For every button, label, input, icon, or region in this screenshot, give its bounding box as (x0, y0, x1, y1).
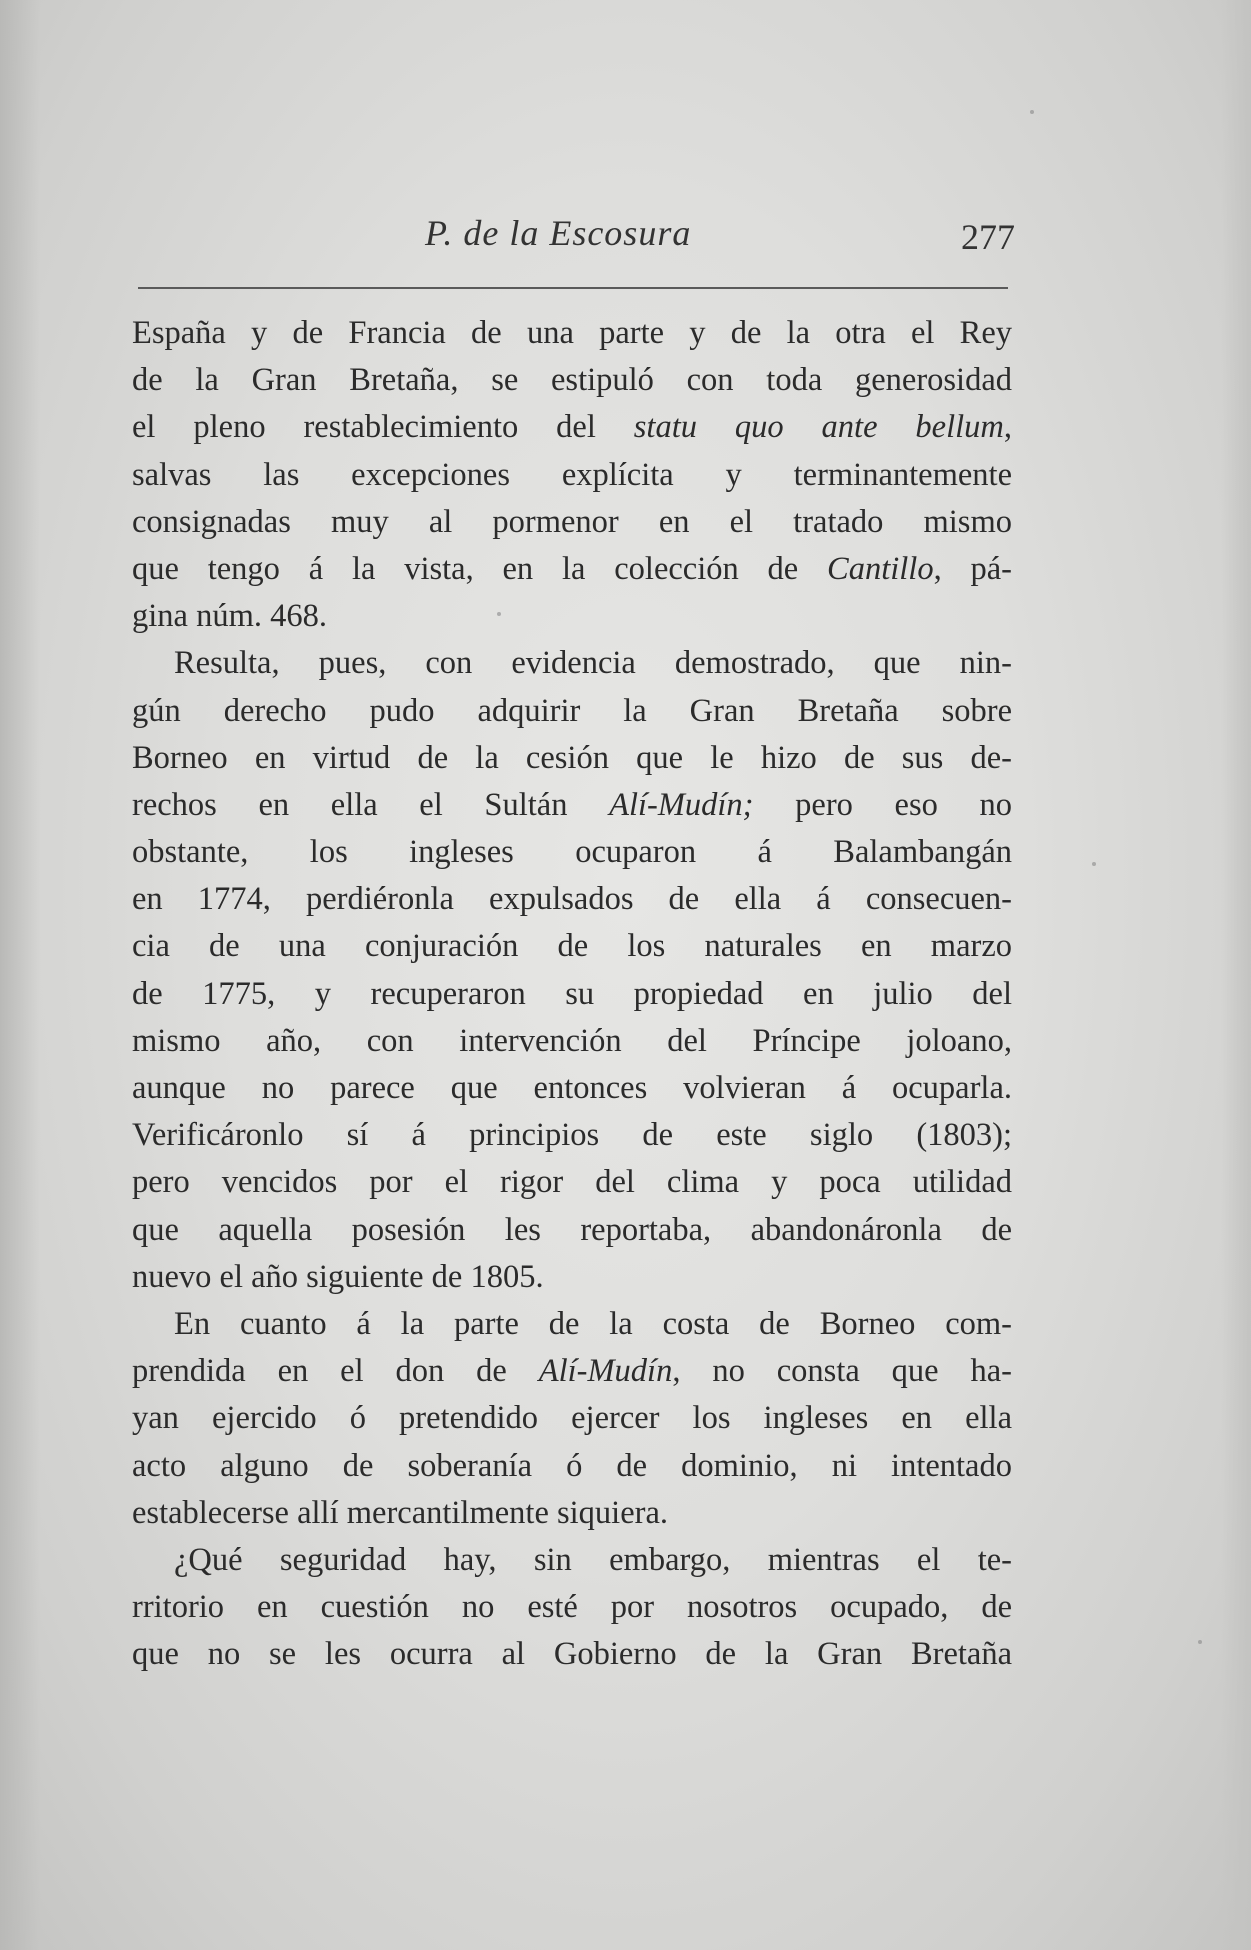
text-segment: que aquella posesión les reportaba, abandonáronla de (132, 1211, 1012, 1248)
text-line (132, 1537, 1012, 1584)
italic-text: Cantillo (827, 550, 934, 587)
text-segment: que tengo á la vista, en la colección de (132, 550, 828, 587)
text-line (132, 1301, 1012, 1348)
text-segment: En cuanto á la parte de la costa de Borneo com- (174, 1305, 1012, 1342)
text-segment: establecerse allí mercantilmente siquiera. (132, 1494, 668, 1531)
text-line (132, 1207, 1012, 1254)
text-line (132, 1584, 1012, 1631)
text-segment: prendida en el don de (132, 1353, 539, 1390)
text-segment: de 1775, y recuperaron su propiedad en julio del (132, 975, 1012, 1012)
text-line (132, 735, 1012, 782)
text-line (132, 1348, 1012, 1395)
text-segment: salvas las excepciones explícita y terminantemente (132, 456, 1012, 493)
text-line (132, 357, 1012, 404)
text-line (132, 452, 1012, 499)
page-number: 277 (961, 217, 1015, 257)
text-segment: Borneo en virtud de la cesión que le hizo de sus de- (132, 739, 1012, 776)
text-segment: en 1774, perdiéronla expulsados de ella á consecuen- (132, 881, 1012, 918)
text-segment: pero eso no (753, 786, 1012, 823)
text-line (132, 1254, 1012, 1301)
running-head-title: P. de la Escosura (425, 213, 692, 253)
text-line (132, 310, 1012, 357)
text-segment: obstante, los ingleses ocuparon á Balambangán (132, 834, 1012, 871)
text-line (132, 876, 1012, 923)
text-segment: de la Gran Bretaña, se estipuló con toda generosidad (132, 362, 1012, 399)
text-line (132, 1395, 1012, 1442)
text-segment: rechos en ella el Sultán (132, 786, 610, 823)
text-line (132, 829, 1012, 876)
text-line (132, 1159, 1012, 1206)
text-line (132, 499, 1012, 546)
text-line (132, 782, 1012, 829)
text-line (132, 404, 1012, 451)
italic-text: statu quo ante bellum (633, 409, 1004, 446)
text-line (132, 640, 1012, 687)
text-segment: , pá- (933, 550, 1012, 587)
text-line (132, 923, 1012, 970)
paper-speck (1198, 1640, 1202, 1644)
text-line (132, 971, 1012, 1018)
page-shadow-right (1221, 0, 1251, 1950)
text-line (132, 688, 1012, 735)
text-line (132, 1065, 1012, 1112)
text-line (132, 1443, 1012, 1490)
text-segment: acto alguno de soberanía ó de dominio, ni intentado (132, 1447, 1012, 1484)
text-segment: gina núm. 468. (132, 598, 327, 635)
italic-text: Alí-Mudín (538, 1353, 673, 1390)
text-segment: aunque no parece que entonces volvieran á ocuparla. (132, 1070, 1012, 1106)
text-segment: pero vencidos por el rigor del clima y poca utilidad (132, 1164, 1012, 1201)
header-rule (138, 287, 1008, 289)
text-segment: mismo año, con intervención del Príncipe joloano, (132, 1022, 1012, 1059)
text-segment: ¿Qué seguridad hay, sin embargo, mientras el te- (174, 1541, 1012, 1578)
text-segment: el pleno restablecimiento del (132, 409, 634, 446)
text-segment: yan ejercido ó pretendido ejercer los ingleses en ella (132, 1400, 1012, 1437)
text-segment: , (1003, 409, 1012, 446)
italic-text: Alí-Mudín; (609, 786, 754, 823)
text-line (132, 1490, 1012, 1537)
text-line (132, 1018, 1012, 1065)
text-line (132, 593, 1012, 640)
text-segment: consignadas muy al pormenor en el tratado mismo (132, 503, 1012, 540)
text-segment: , no consta que ha- (672, 1353, 1013, 1390)
text-segment: que no se les ocurra al Gobierno de la Gran Bretaña (132, 1636, 1012, 1673)
text-segment: rritorio en cuestión no esté por nosotros ocupado, de (132, 1589, 1012, 1626)
page-shadow-left (0, 0, 40, 1950)
text-segment: gún derecho pudo adquirir la Gran Bretaña sobre (132, 692, 1012, 729)
text-segment: cia de una conjuración de los naturales en marzo (132, 928, 1012, 965)
text-line (132, 546, 1012, 593)
text-segment: España y de Francia de una parte y de la otra el Rey (132, 315, 1012, 351)
paper-speck (1030, 110, 1034, 114)
text-segment: Resulta, pues, con evidencia demostrado, que nin- (174, 645, 1012, 682)
text-segment: Verificáronlo sí á principios de este siglo (1803); (132, 1117, 1012, 1154)
running-head (130, 212, 1020, 262)
text-line (132, 1631, 1012, 1678)
paper-speck (497, 612, 501, 616)
text-segment: nuevo el año siguiente de 1805. (132, 1258, 544, 1295)
text-line (132, 1112, 1012, 1159)
paper-speck (1092, 862, 1096, 866)
body-text (132, 310, 1012, 1678)
